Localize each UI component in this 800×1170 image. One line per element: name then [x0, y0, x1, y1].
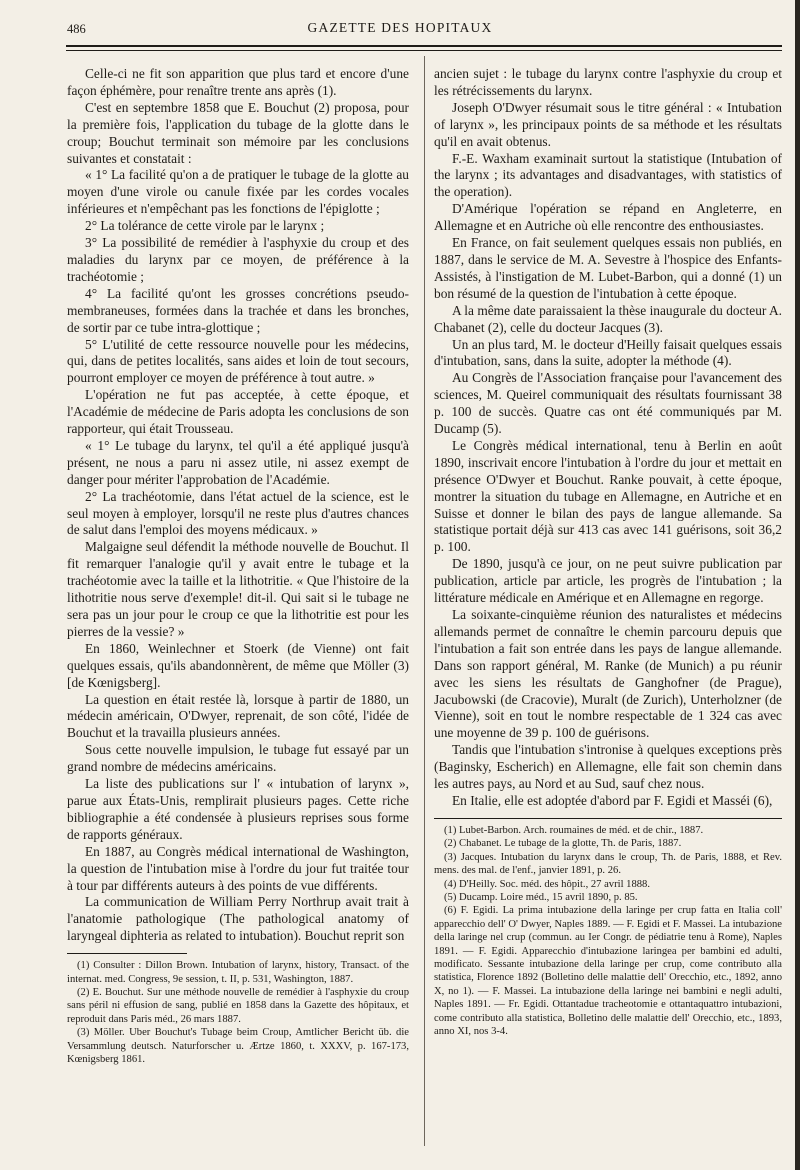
paragraph: La question en était restée là, lorsque à partir de 1880, un médecin américain, O'Dwyer, reprenait, de son côté, l'idée de Bouchut et la travailla plusieurs années. [67, 691, 409, 741]
paragraph: « 1° Le tubage du larynx, tel qu'il a été appliqué jusqu'à présent, ne nous a paru ni assez utile, ni assez exempt de danger pour mériter l'approbation de l'Académie. [67, 437, 409, 487]
paragraph: A la même date paraissaient la thèse inaugurale du docteur A. Chabanet (2), celle du docteur Jacques (3). [434, 302, 782, 335]
left-column [67, 66, 409, 1066]
footnote-separator [67, 953, 187, 954]
paragraph: D'Amérique l'opération se répand en Angleterre, en Allemagne et en Autriche où elle rencontre des enthousiastes. [434, 201, 782, 234]
paragraph: C'est en septembre 1858 que E. Bouchut (2) proposa, pour la première fois, l'application du tubage de la glotte dans le croup; Bouchut terminait son mémoire par les conclusions suivantes et constatait : [67, 99, 409, 166]
paragraph: Malgaigne seul défendit la méthode nouvelle de Bouchut. Il fit remarquer l'analogie qu'il y avait entre le tubage et la trachéotomie avec la taille et la lithotritie. « Que l'histoire de la lithotritie nous serve d'exemple! dit-il. Qui sait si le tubage ne sera pas un jour pour le croup ce que la lithotritie est pour les pierres de la vessie? » [67, 539, 409, 639]
paragraph: En France, on fait seulement quelques essais non publiés, en 1887, dans le service de M. A. Sevestre à l'hospice des Enfants-Assistés, à l'instigation de M. Lubet-Barbon, qui a donné (1) un bon résumé de la question de l'intubation à cette époque. [434, 235, 782, 301]
footnote: (5) Ducamp. Loire méd., 15 avril 1890, p. 85. [444, 891, 638, 903]
paragraph: Sous cette nouvelle impulsion, le tubage fut essayé par un grand nombre de médecins américains. [67, 742, 409, 775]
column-divider [424, 56, 425, 1146]
paragraph: La liste des publications sur l' « intubation of larynx », parue aux États-Unis, remplirait plusieurs pages. Cette riche bibliographie a été condensée à plusieurs reprises sous forme de rapports généraux. [67, 776, 409, 842]
footnotes [434, 824, 782, 1039]
paragraph: En 1860, Weinlechner et Stoerk (de Vienne) ont fait quelques essais, qu'ils abandonnèrent, de même que Möller (3) [de Kœnigsberg]. [67, 640, 409, 690]
paragraph: Le Congrès médical international, tenu à Berlin en août 1890, inscrivait encore l'intubation à l'ordre du jour et mettait en présence O'Dwyer et Bouchut. Ranke pouvait, à cette époque, montrer la situation du tubage en Allemagne, en Autriche et en Suisse et donner le bilan des pays de langue allemande. Sa statistique portait déjà sur 413 cas avec 141 guérisons, soit 36,2 p. 100. [434, 437, 782, 555]
footnotes [67, 959, 409, 1066]
paragraph: ancien sujet : le tubage du larynx contre l'asphyxie du croup et les rétrécissements du larynx. [434, 66, 782, 98]
footnote: (4) D'Heilly. Soc. méd. des hôpit., 27 avril 1888. [444, 878, 651, 890]
paragraph: L'opération ne fut pas acceptée, à cette époque, et l'Académie de médecine de Paris adopta les conclusions de son rapporteur, qui était Trousseau. [67, 387, 409, 437]
footnote: (3) Möller. Uber Bouchut's Tubage beim Croup, Amtlicher Bericht üb. die Versammlung deutsch. Naturforscher u. Ærtze 1860, t. XXXV, p. 167-173, Kœnigsberg 1861. [67, 1027, 409, 1065]
paragraph: En 1887, au Congrès médical international de Washington, la question de l'intubation mise à l'ordre du jour fut traitée tour à tour par différents auteurs à des points de vue différents. [67, 843, 409, 893]
header-rule-thin [66, 50, 782, 51]
paragraph: La soixante-cinquième réunion des naturalistes et médecins allemands permet de connaître le chemin parcouru depuis que l'intubation a fait son entrée dans les pays de langue allemande. Dans son rapport général, M. Ranke (de Munich) a pu réunir avec les siens les résultats de Ganghofner (de Prague), Jacubowski (de Cracovie), Muralt (de Zurich), Unterholzner (de Vienne), soit en tout le nombre respectable de 1 324 cas avec une moyenne de 39 p. 100 de guérisons. [434, 607, 782, 741]
paragraph: F.-E. Waxham examinait surtout la statistique (Intubation of the larynx ; its advantages and disadvantages, with statistics of the operation). [434, 150, 782, 200]
paragraph: Tandis que l'intubation s'intronise à quelques exceptions près (Baginsky, Escherich) en Allemagne, elle fait son chemin dans les autres pays, au Nord et au Sud, sauf chez nous. [434, 742, 782, 792]
paragraph: 2° La tolérance de cette virole par le larynx ; [85, 218, 325, 234]
footnote: (6) F. Egidi. La prima intubazione della laringe per crup fatta en Italia coll' apparecchio dell' O' Dwyer, Naples 1889. — F. Egidi et F. Massei. La intubazione della laringe nel crup (commun. au Ier Congr. de pédiatrie tenu à Rome), Naples 1891. — F. Egidi. Apparecchio d'intubazione laringea per bambini ed adulti, modificato. Sessante intubazione della laringe per crup, come contributo alla statistica, Florence 1892 (Bolletino delle malattie dell' Orecchio, etc., 1892, anno X, no 1). — F. Massei. La intubazione della laringe nei bambini e negli adulti, Naples 1891. — Fr. Egidi. Ottantadue tracheotomie e ottantaquattro intubazioni, come contributo alla statistica, Bolletino delle malattie dell' Orecchio, etc., 1893, anno XI, nos 3-4. [434, 905, 782, 1037]
page-number: 486 [67, 22, 86, 36]
footnote: (3) Jacques. Intubation du larynx dans le croup, Th. de Paris, 1888, et Rev. mens. des mal. de l'enf., janvier 1891, p. 26. [434, 851, 782, 877]
right-column [434, 66, 782, 1038]
paragraph: 4° La facilité qu'ont les grosses concrétions pseudo-membraneuses, formées dans la trachée et dans les bronches, de sortir par ce tube intra-glottique ; [67, 285, 409, 335]
footnote: (1) Consulter : Dillon Brown. Intubation of larynx, history, Transact. of the internat. med. Congress, 9e session, t. II, p. 531, Washington, 1887. [67, 960, 409, 985]
running-head: GAZETTE DES HOPITAUX [307, 20, 493, 35]
footnote: (2) E. Bouchut. Sur une méthode nouvelle de remédier à l'asphyxie du croup sans péril ni effusion de sang, publié en 1858 dans la Gazette des hôpitaux, et reproduit dans Paris méd., 26 mars 1887. [67, 986, 409, 1025]
paragraph: 3° La possibilité de remédier à l'asphyxie du croup et des maladies du larynx par ce moyen, de préférence à la trachéotomie ; [67, 235, 409, 284]
paragraph: 2° La trachéotomie, dans l'état actuel de la science, est le seul moyen à employer, lorsqu'il ne reste plus d'autres chances de salut dans l'emploi des moyens médicaux. » [67, 488, 409, 538]
footnote: (1) Lubet-Barbon. Arch. roumaines de méd. et de chir., 1887. [444, 824, 704, 836]
footnote: (2) Chabanet. Le tubage de la glotte, Th. de Paris, 1887. [444, 838, 682, 850]
paragraph: Au Congrès de l'Association française pour l'avancement des sciences, M. Queirel communiquait des résultats fournissant 38 p. 100 de succès. Quatre cas ont été communiqués par M. Ducamp (5). [434, 370, 782, 437]
paragraph: Un an plus tard, M. le docteur d'Heilly faisait quelques essais d'intubation, sans, dans la suite, adopter la méthode (4). [434, 336, 782, 369]
paragraph: La communication de William Perry Northrup avait trait à l'anatomie pathologique (The pathological anatomy of laryngeal diphteria as related to intubation). Bouchut reprit son [67, 894, 409, 944]
paragraph: 5° L'utilité de cette ressource nouvelle pour les médecins, qui, dans de petites localités, sans aides et loin de tout secours, pourront employer ce moyen de préférence à tout autre. » [67, 336, 409, 386]
footnote-separator [434, 818, 782, 819]
page-edge [795, 0, 800, 1170]
paragraph: Celle-ci ne fit son apparition que plus tard et encore d'une façon éphémère, pour renaître trente ans après (1). [67, 66, 409, 98]
paragraph: De 1890, jusqu'à ce jour, on ne peut suivre publication par publication, article par article, les progrès de l'intubation ; la littérature médicale en Amérique et en Allemagne en regorge. [434, 556, 782, 606]
paragraph: En Italie, elle est adoptée d'abord par F. Egidi et Masséi (6), [452, 792, 773, 808]
paragraph: « 1° La facilité qu'on a de pratiquer le tubage de la glotte au moyen d'une virole ou canule fixée par les cordes vocales inférieures et n'empêchant pas les fonctions de l'épiglotte ; [67, 167, 409, 217]
paragraph: Joseph O'Dwyer résumait sous le titre général : « Intubation of larynx », les principaux points de sa méthode et les résultats qu'il en avait obtenus. [434, 99, 782, 149]
header-rule-thick [66, 45, 782, 47]
